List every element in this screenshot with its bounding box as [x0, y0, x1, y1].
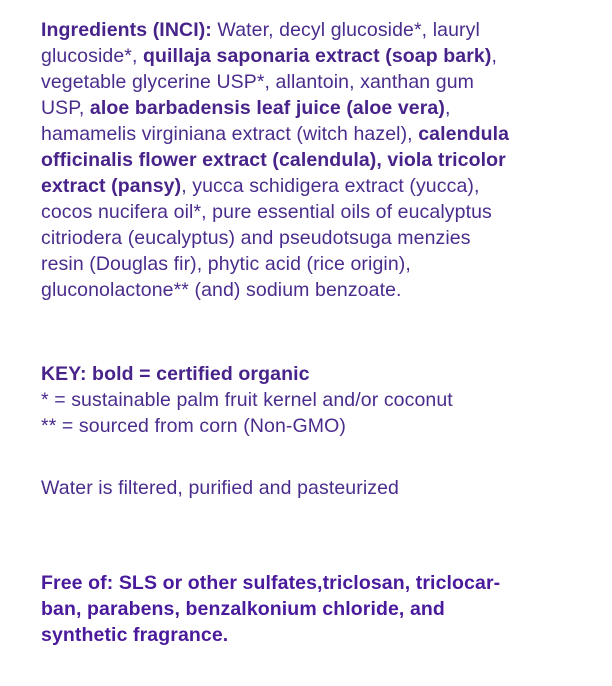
- key-legend: [41, 361, 601, 439]
- ingredient-text: USP,: [41, 97, 90, 119]
- ingredients-line: [41, 43, 601, 69]
- ingredient-text: gluconolactone** (and) sodium benzoate.: [41, 279, 402, 301]
- key-double-asterisk: ** = sourced from corn (Non-GMO): [41, 415, 346, 437]
- ingredient-text: citriodera (eucalyptus) and pseudotsuga menzies: [41, 227, 471, 249]
- key-title: KEY: bold = certified organic: [41, 363, 310, 385]
- free-of-line: ban, parabens, benzalkonium chloride, and: [41, 598, 445, 620]
- ingredient-text: ,: [444, 97, 451, 119]
- ingredients-line: [41, 121, 601, 147]
- ingredients-line: [41, 95, 601, 121]
- organic-ingredient-text: calendula: [418, 123, 510, 145]
- ingredients-line: [41, 69, 601, 95]
- ingredients-line: [41, 17, 601, 43]
- water-note: [41, 475, 601, 501]
- organic-ingredient-text: Ingredients (INCI):: [41, 19, 212, 41]
- ingredient-text: hamamelis virginiana extract (witch hazel),: [41, 123, 419, 145]
- free-of-line: synthetic fragrance.: [41, 624, 229, 646]
- ingredient-text: resin (Douglas fir), phytic acid (rice origin),: [41, 253, 411, 275]
- ingredients-list: [41, 17, 601, 303]
- water-note-text: Water is filtered, purified and pasteurized: [41, 477, 400, 499]
- ingredient-text: ,: [491, 45, 497, 67]
- key-single-asterisk: * = sustainable palm fruit kernel and/or coconut: [41, 389, 453, 411]
- ingredient-text: vegetable glycerine USP*, allantoin, xanthan gum: [41, 71, 474, 93]
- organic-ingredient-text: aloe barbadensis leaf juice (aloe vera): [89, 97, 445, 119]
- free-of-line: Free of: SLS or other sulfates,triclosan, triclocar-: [41, 572, 501, 594]
- organic-ingredient-text: quillaja saponaria extract (soap bark): [143, 45, 492, 67]
- ingredient-text: glucoside*,: [41, 45, 144, 67]
- free-of-statement: [41, 570, 601, 648]
- ingredients-line: [41, 173, 601, 199]
- ingredients-line: [41, 199, 601, 225]
- organic-ingredient-text: extract (pansy): [41, 175, 182, 197]
- ingredients-line: [41, 225, 601, 251]
- ingredient-text: , yucca schidigera extract (yucca),: [181, 175, 480, 197]
- ingredients-line: [41, 277, 601, 303]
- ingredient-text: Water, decyl glucoside*, lauryl: [211, 19, 480, 41]
- ingredients-line: [41, 147, 601, 173]
- ingredients-line: [41, 251, 601, 277]
- ingredient-text: cocos nucifera oil*, pure essential oils of eucalyptus: [41, 201, 492, 223]
- organic-ingredient-text: officinalis flower extract (calendula), viola tricolor: [41, 149, 506, 171]
